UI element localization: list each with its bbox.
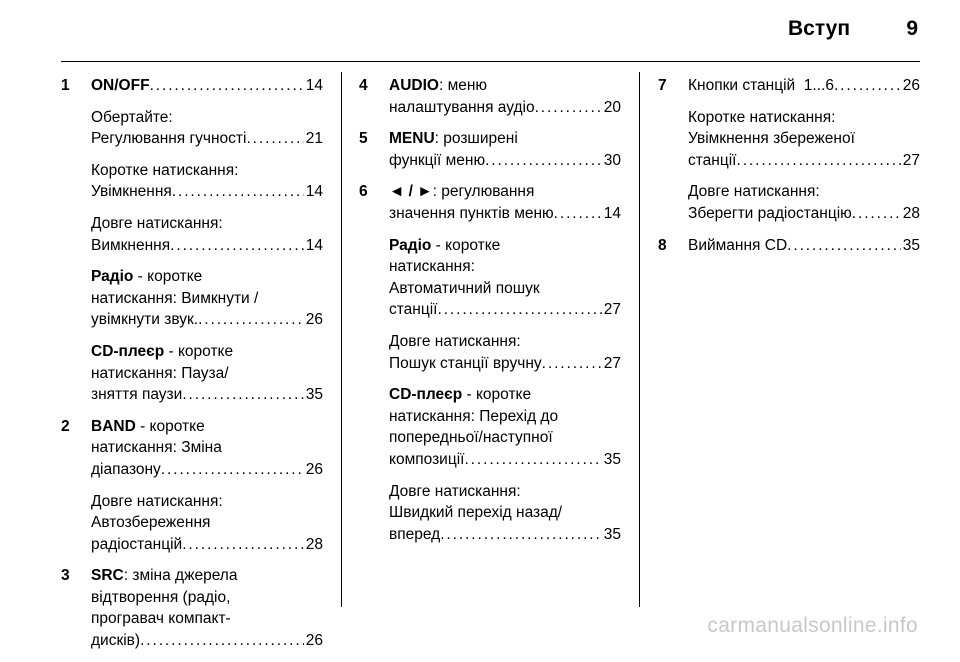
entry-text: натискання: Зміна [91, 439, 222, 457]
item-4 [359, 75, 621, 118]
page-ref[interactable]: 30 [603, 151, 621, 169]
column-3 [658, 75, 920, 266]
page-number: 9 [906, 17, 918, 40]
entry-text: натискання: Пауза/ [91, 364, 229, 382]
page-ref[interactable]: 28 [305, 535, 323, 553]
page-ref[interactable]: 14 [603, 204, 621, 222]
entry-text: натискання: [389, 258, 475, 276]
entry-manual-seek [389, 331, 621, 374]
entry-text: Обертайте: [91, 108, 173, 126]
page-ref[interactable]: 27 [902, 151, 920, 169]
entry-radio-autoseek [389, 235, 621, 321]
item-number: 8 [658, 236, 667, 254]
entry-text: Кнопки станцій 1...6 [688, 77, 834, 94]
entry-text: налаштування аудіо [389, 98, 535, 116]
entry-text: Вимкнення [91, 236, 171, 254]
page-ref[interactable]: 21 [305, 130, 323, 148]
page-ref[interactable]: 14 [305, 236, 323, 254]
page-ref[interactable]: 26 [305, 632, 323, 650]
entry-text: вперед [389, 525, 441, 543]
page-title: Вступ [787, 17, 850, 40]
entry-text: Довге натискання: [389, 332, 521, 350]
entry-text: натискання: Перехід до [389, 407, 559, 425]
entry-power-off [91, 213, 323, 256]
entry-text: Виймання CD [688, 236, 788, 254]
item-number: 4 [359, 77, 368, 94]
entry-text: Регулювання гучності [91, 130, 247, 148]
entry-autostore [91, 491, 323, 556]
control-name: MENU [389, 130, 435, 148]
entry-text: - коротке [164, 342, 234, 360]
item-number: 1 [61, 77, 70, 94]
entry-recall-station [688, 107, 920, 172]
entry-text: - коротке [133, 268, 203, 286]
control-name: AUDIO [389, 77, 439, 94]
entry-text: Автоматичний пошук [389, 279, 540, 297]
entry-text: значення пунктів меню [389, 204, 554, 222]
entry-text: натискання: Вимкнути / [91, 289, 259, 307]
page-ref[interactable]: 35 [603, 525, 621, 543]
column-2 [359, 75, 621, 555]
entry-cd-track [389, 384, 621, 470]
entry-fast-seek [389, 481, 621, 546]
entry-text: функції меню [389, 151, 486, 169]
entry-audio [389, 75, 621, 118]
page-ref[interactable]: 20 [603, 98, 621, 116]
entry-text: Довге натискання: [688, 183, 820, 201]
entry-text: Коротке натискання: [91, 161, 239, 179]
entry-power-on [91, 160, 323, 203]
column-divider-1 [341, 72, 342, 607]
entry-text: Увімкнення [91, 183, 172, 201]
page-ref[interactable]: 27 [603, 301, 621, 319]
control-name: Радіо [389, 236, 432, 254]
entry-text: - коротке [462, 386, 532, 404]
page-ref[interactable]: 35 [902, 236, 920, 254]
entry-eject [688, 235, 920, 257]
entry-text: : зміна джерела [123, 567, 238, 585]
control-name: CD-плеєр [389, 386, 463, 404]
entry-text: Довге натискання: [389, 482, 521, 500]
entry-text: програвач компакт- [91, 610, 231, 628]
page-ref[interactable]: 26 [902, 77, 920, 94]
page-ref[interactable]: 14 [305, 77, 323, 94]
entry-volume [91, 107, 323, 150]
entry-text: - коротке [135, 417, 205, 435]
item-number: 7 [658, 77, 667, 94]
entry-text: Швидкий перехід назад/ [389, 504, 563, 522]
entry-text: попередньої/наступної [389, 429, 553, 447]
entry-text: композиції [389, 450, 465, 468]
arrow-left-right-icon: ◄ / ► [389, 183, 433, 201]
entry-text: станції [688, 151, 737, 169]
item-7 [658, 75, 920, 225]
entry-store-station [688, 181, 920, 224]
entry-arrows [389, 181, 621, 224]
item-number: 3 [61, 567, 70, 585]
entry-text: : меню [438, 77, 488, 94]
entry-text: Автозбереження [91, 514, 211, 532]
page-ref[interactable]: 35 [603, 450, 621, 468]
entry-text: станції [389, 301, 438, 319]
entry-on-off [91, 75, 323, 97]
control-name: SRC [91, 567, 124, 585]
entry-text: радіостанцій [91, 535, 183, 553]
entry-cd-pause [91, 341, 323, 406]
page-ref[interactable]: 35 [305, 386, 323, 404]
entry-text: дисків) [91, 632, 141, 650]
control-name: BAND [91, 417, 136, 435]
entry-text: Довге натискання: [91, 214, 223, 232]
control-name: CD-плеєр [91, 342, 165, 360]
item-5 [359, 128, 621, 171]
entry-text: Увімкнення збереженої [688, 130, 855, 148]
entry-text: - коротке [431, 236, 501, 254]
entry-text: увімкнути звук. [91, 311, 199, 329]
page-ref[interactable]: 27 [603, 354, 621, 372]
entry-src [91, 565, 323, 651]
item-6 [359, 181, 621, 545]
entry-text: діапазону [91, 460, 161, 478]
column-divider-2 [639, 72, 640, 607]
entry-text: Зберегти радіостанцію [688, 204, 852, 222]
item-1 [61, 75, 323, 406]
watermark: carmanualsonline.info [707, 614, 918, 637]
entry-text: : розширені [434, 130, 518, 148]
item-8 [658, 235, 920, 257]
item-number: 6 [359, 183, 368, 201]
entry-text: Довге натискання: [91, 492, 223, 510]
page-ref[interactable]: 14 [305, 183, 323, 201]
entry-radio-mute [91, 266, 323, 331]
column-1 [61, 75, 323, 662]
item-3 [61, 565, 323, 651]
item-number: 2 [61, 417, 70, 435]
entry-menu [389, 128, 621, 171]
page-ref[interactable]: 26 [305, 311, 323, 329]
control-name: ON/OFF [91, 77, 150, 94]
item-2 [61, 416, 323, 556]
entry-text: відтворення (радіо, [91, 588, 231, 606]
entry-station-buttons [688, 75, 920, 97]
entry-text: зняття паузи [91, 386, 183, 404]
entry-text: Коротке натискання: [688, 108, 836, 126]
entry-text: : регулювання [432, 183, 535, 201]
control-name: Радіо [91, 268, 134, 286]
page-ref[interactable]: 26 [305, 460, 323, 478]
entry-text: Пошук станції вручну [389, 354, 542, 372]
item-number: 5 [359, 130, 368, 148]
header-divider [61, 61, 920, 62]
page-ref[interactable]: 28 [902, 204, 920, 222]
entry-band [91, 416, 323, 481]
